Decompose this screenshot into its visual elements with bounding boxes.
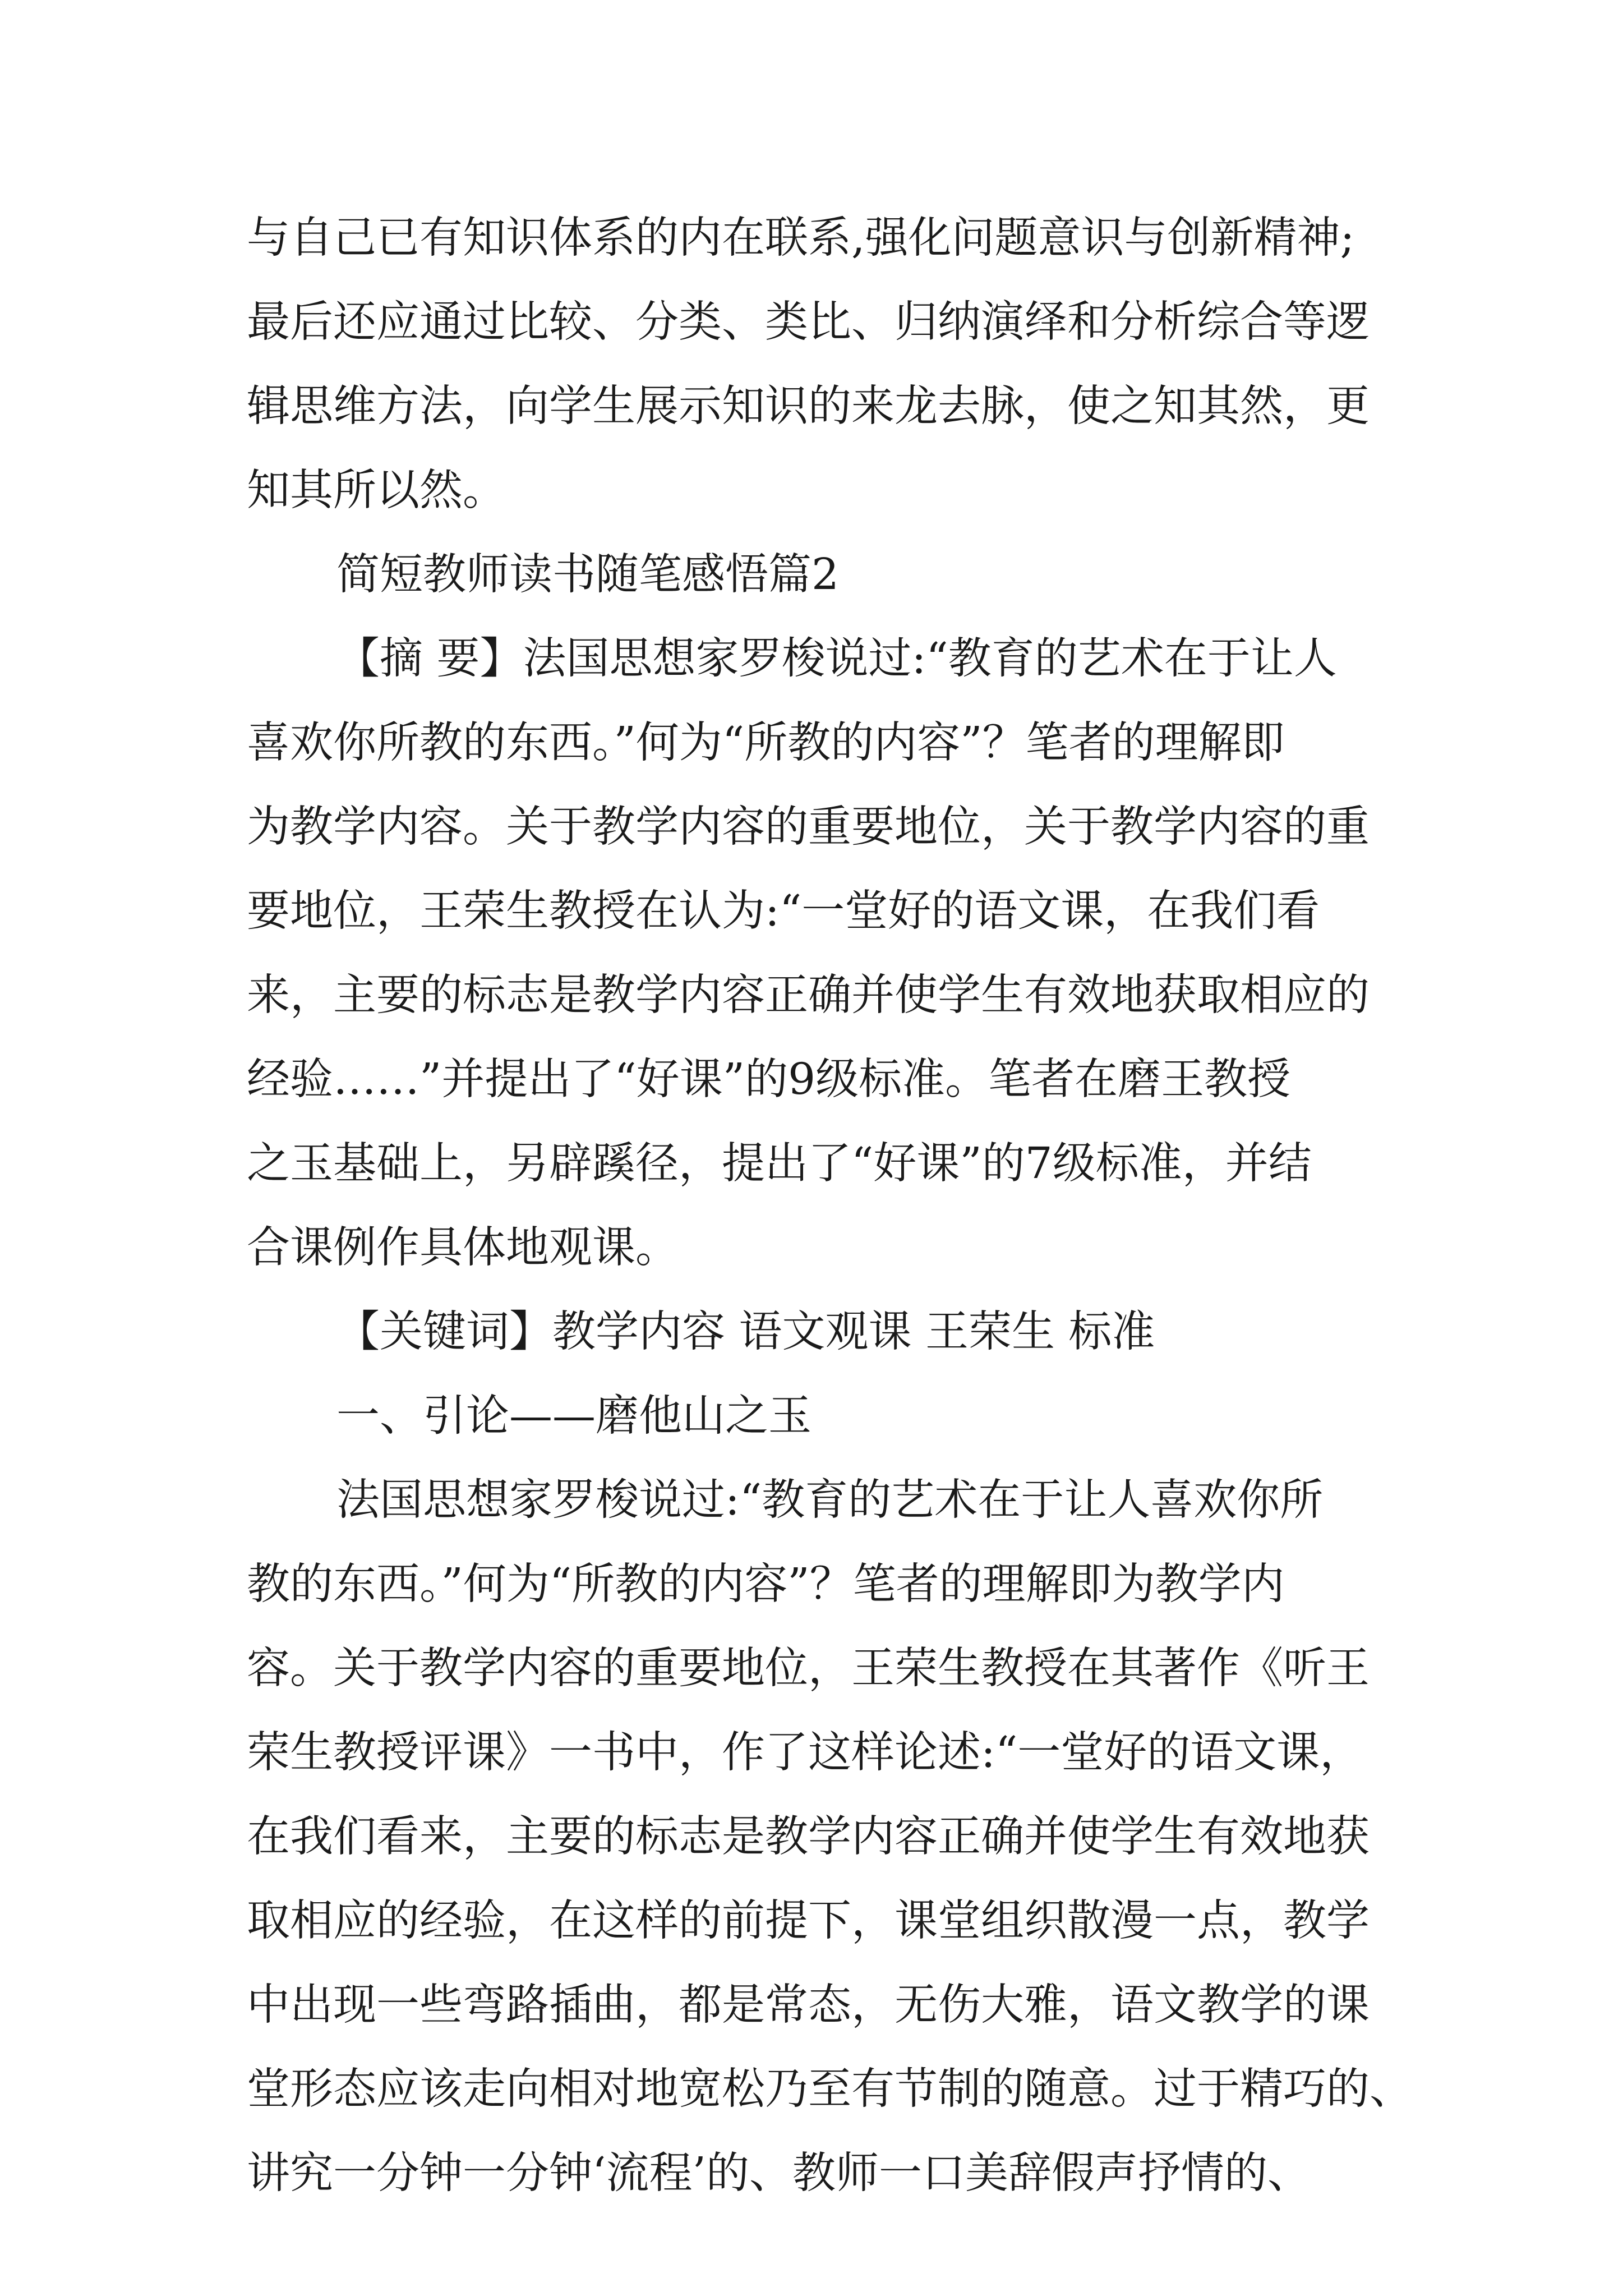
text-line: 辑思维方法，向学生展示知识的来龙去脉，使之知其然，更	[247, 381, 1370, 431]
text-line: 要地位，王荣生教授在认为:“一堂好的语文课，在我们看	[247, 886, 1320, 936]
text-line: 讲究一分钟一分钟‘流程’的、教师一口美辞假声抒情的、	[247, 2148, 1311, 2198]
text-line: 一、引论——磨他山之玉	[336, 1391, 811, 1441]
text-line: 经验……”并提出了“好课”的9级标准。笔者在磨王教授	[247, 1055, 1291, 1105]
text-line: 与自己已有知识体系的内在联系,强化问题意识与创新精神;	[247, 213, 1355, 263]
text-line: 合课例作具体地观课。	[247, 1223, 679, 1273]
text-line: 荣生教授评课》一书中，作了这样论述:“一堂好的语文课，	[247, 1728, 1363, 1778]
heading-introduction	[247, 1374, 1391, 1458]
text-line: 中出现一些弯路插曲，都是常态，无伤大雅，语文教学的课	[247, 1980, 1370, 2030]
text-line: 在我们看来，主要的标志是教学内容正确并使学生有效地获	[247, 1812, 1370, 1862]
text-line: 之玉基础上，另辟蹊径，提出了“好课”的7级标准，并结	[247, 1139, 1312, 1189]
text-line: 最后还应通过比较、分类、类比、归纳演绎和分析综合等逻	[247, 297, 1370, 347]
text-line: 堂形态应该走向相对地宽松乃至有节制的随意。过于精巧的、	[247, 2064, 1413, 2114]
text-line: 取相应的经验，在这样的前提下，课堂组织散漫一点，教学	[247, 1896, 1370, 1946]
document-body	[247, 196, 1413, 2216]
text-line: 【关键词】教学内容 语文观课 王荣生 标准	[336, 1307, 1155, 1357]
paragraph-body-1	[247, 1458, 1413, 2216]
text-line: 【摘 要】法国思想家罗梭说过:“教育的艺术在于让人	[336, 634, 1337, 684]
text-line: 知其所以然。	[247, 466, 506, 516]
text-line: 法国思想家罗梭说过:“教育的艺术在于让人喜欢你所	[336, 1475, 1324, 1525]
paragraph-intro-continued	[247, 196, 1391, 533]
text-line: 容。关于教学内容的重要地位，王荣生教授在其著作《听王	[247, 1644, 1370, 1694]
keywords-line	[247, 1290, 1391, 1374]
text-line: 为教学内容。关于教学内容的重要地位，关于教学内容的重	[247, 802, 1370, 852]
text-line: 教的东西。”何为“所教的内容”？笔者的理解即为教学内	[247, 1559, 1285, 1609]
paragraph-abstract	[247, 617, 1391, 1290]
text-line: 来，主要的标志是教学内容正确并使学生有效地获取相应的	[247, 970, 1370, 1020]
text-line: 喜欢你所教的东西。”何为“所教的内容”？笔者的理解即	[247, 718, 1285, 768]
text-line: 简短教师读书随笔感悟篇2	[336, 550, 839, 600]
section-title	[247, 533, 1391, 617]
